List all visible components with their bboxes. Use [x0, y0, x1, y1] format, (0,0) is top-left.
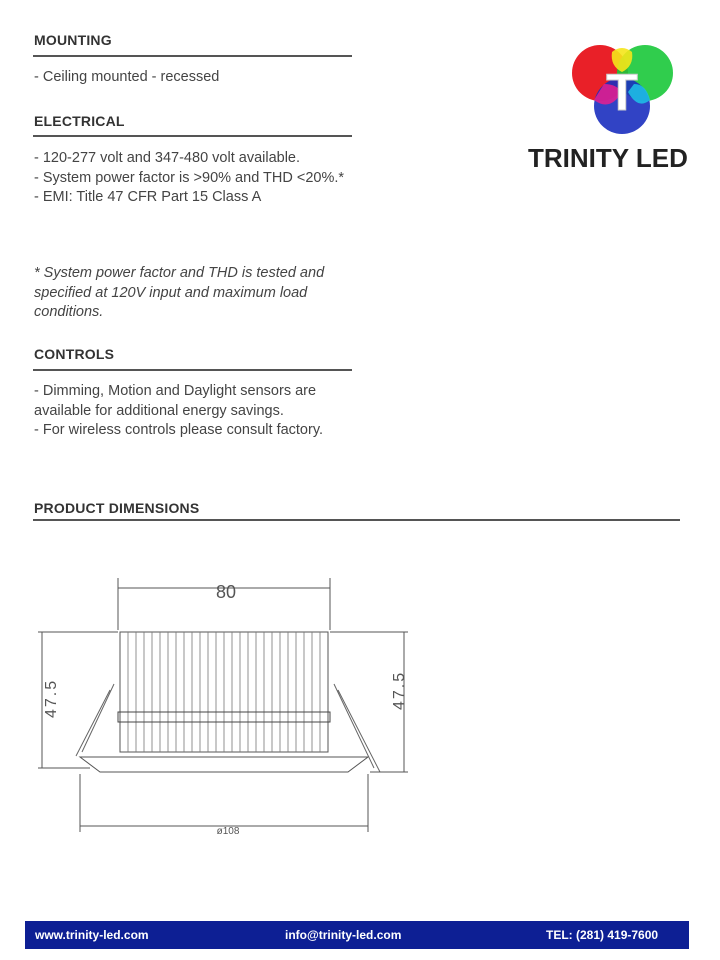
- logo-letter: T: [606, 64, 638, 122]
- product-dimension-drawing: [30, 560, 430, 870]
- right-spring-clip: [334, 684, 380, 772]
- diameter-label: ø108: [216, 826, 240, 837]
- controls-heading: CONTROLS: [34, 346, 115, 362]
- electrical-divider: [33, 135, 352, 137]
- footer-phone: TEL: (281) 419-7600: [546, 928, 659, 942]
- left-height-label: 47.5: [43, 678, 60, 718]
- trinity-led-logo: [520, 40, 720, 180]
- electrical-heading: ELECTRICAL: [34, 113, 125, 129]
- electrical-footnote: * System power factor and THD is tested and specified at 120V input and maximum load conditions.: [34, 265, 325, 320]
- controls-divider: [33, 369, 352, 371]
- electrical-text: [34, 149, 352, 208]
- dimensions-divider: [33, 519, 680, 521]
- logo-brand-name: TRINITY LED: [528, 143, 688, 173]
- right-height-label: 47.5: [391, 670, 408, 710]
- dimensions-heading: PRODUCT DIMENSIONS: [34, 500, 200, 516]
- mounting-text: [34, 68, 352, 88]
- controls-text: [34, 382, 352, 441]
- electrical-item: - System power factor is >90% and THD <20%.*: [34, 169, 345, 186]
- mounting-divider: [33, 55, 352, 57]
- trim-ring: [80, 757, 368, 772]
- left-spring-clip: [76, 684, 114, 756]
- footer-bar: [25, 921, 689, 949]
- heat-sink-fins: [128, 632, 320, 752]
- controls-item: - Dimming, Motion and Daylight sensors are available for additional energy savings.: [34, 383, 317, 419]
- footer-website-link[interactable]: www.trinity-led.com: [35, 928, 149, 942]
- controls-item: - For wireless controls please consult factory.: [34, 422, 324, 438]
- width-label: 80: [215, 582, 237, 602]
- electrical-item: - 120-277 volt and 347-480 volt available.: [34, 150, 301, 166]
- electrical-item: - EMI: Title 47 CFR Part 15 Class A: [34, 189, 262, 205]
- mounting-item: - Ceiling mounted - recessed: [34, 69, 220, 85]
- footer-email-link[interactable]: info@trinity-led.com: [285, 928, 402, 942]
- mounting-heading: MOUNTING: [34, 32, 112, 48]
